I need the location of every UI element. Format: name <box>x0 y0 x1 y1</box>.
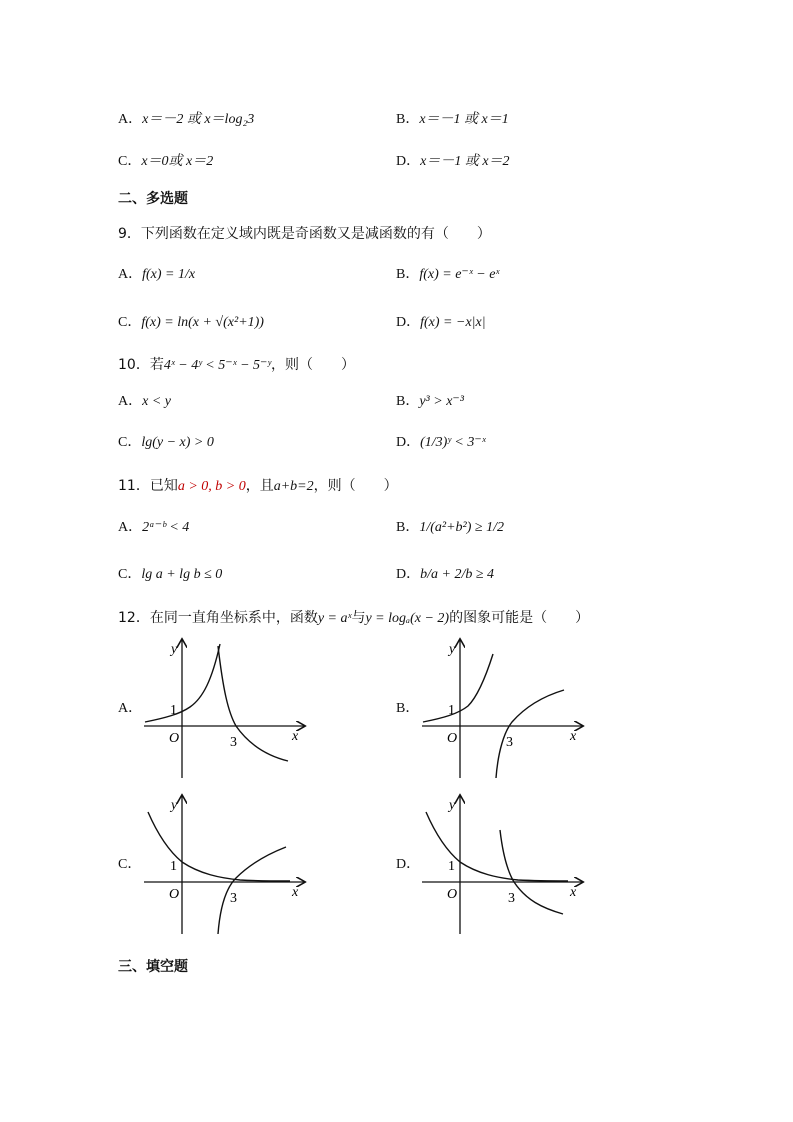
q11-option-d: D．b/a + 2/b ≥ 4 <box>396 567 495 582</box>
q10-option-d: D．(1/3)ʸ < 3⁻ˣ <box>396 435 486 450</box>
y-intercept-label: 1 <box>448 703 455 718</box>
q8-option-a: A．x＝－2 或 x＝log₂3 <box>118 112 255 127</box>
q8-option-c: C．x＝0或 x＝2 <box>118 154 214 169</box>
q9-option-c: C．f(x) = ln(x + √(x²+1)) <box>118 315 264 330</box>
q10-option-a: A．x < y <box>118 394 171 409</box>
exponential-curve <box>423 654 493 722</box>
q12-graph-b <box>418 634 588 782</box>
q10-option-c: C．lg(y − x) > 0 <box>118 435 214 450</box>
q11-stem: 11．已知a > 0, b > 0，且a+b=2，则（ ） <box>118 478 398 494</box>
x-axis-label: x <box>292 729 299 744</box>
q9-option-b: B．f(x) = e⁻ˣ − eˣ <box>396 267 500 282</box>
q11-option-c: C．lg a + lg b ≤ 0 <box>118 567 223 582</box>
q12-option-b-label: B． <box>396 701 420 716</box>
y-intercept-label: 1 <box>170 703 177 718</box>
q11-condition-highlight: a > 0, b > 0 <box>177 479 246 494</box>
x-axis-label: x <box>292 885 299 900</box>
y-axis-label: y <box>449 798 456 813</box>
q12-option-d-label: D． <box>396 857 421 872</box>
q12-graph-c <box>140 790 310 938</box>
origin-label: O <box>169 887 180 902</box>
y-axis-label: y <box>449 642 456 657</box>
section-heading-multiple-choice: 二、多选题 <box>118 191 188 207</box>
q11-option-b: B．1/(a²+b²) ≥ 1/2 <box>396 520 504 535</box>
section-heading-fill-in: 三、填空题 <box>118 959 188 975</box>
q12-option-a-label: A． <box>118 701 143 716</box>
q8-option-b: B．x＝－1 或 x＝1 <box>396 112 509 127</box>
q9-option-d: D．f(x) = −x|x| <box>396 315 486 330</box>
q9-option-a: A．f(x) = 1/x <box>118 267 196 282</box>
x-intercept-label: 3 <box>230 735 237 750</box>
q9-stem: 9．下列函数在定义域内既是奇函数又是减函数的有（ ） <box>118 226 491 242</box>
q12-option-c-label: C． <box>118 857 142 872</box>
y-axis-label: y <box>171 642 178 657</box>
q12-graph-d <box>418 790 588 938</box>
q12-graph-a <box>140 634 310 782</box>
x-intercept-label: 3 <box>506 735 513 750</box>
y-axis-label: y <box>171 798 178 813</box>
log-curve <box>218 847 286 934</box>
y-intercept-label: 1 <box>448 859 455 874</box>
q11-option-a: A．2ᵃ⁻ᵇ < 4 <box>118 520 190 535</box>
log-curve <box>496 690 564 778</box>
x-intercept-label: 3 <box>230 891 237 906</box>
origin-label: O <box>447 887 458 902</box>
q12-stem: 12．在同一直角坐标系中，函数y = aˣ与y = logₐ(x − 2)的图象可能是（ ） <box>118 610 590 626</box>
x-axis-label: x <box>570 885 577 900</box>
origin-label: O <box>447 731 458 746</box>
x-intercept-label: 3 <box>508 891 515 906</box>
q8-option-d: D．x＝－1 或 x＝2 <box>396 154 510 169</box>
log-curve <box>218 646 288 761</box>
q10-option-b: B．y³ > x⁻³ <box>396 394 465 409</box>
origin-label: O <box>169 731 180 746</box>
x-axis-label: x <box>570 729 577 744</box>
y-intercept-label: 1 <box>170 859 177 874</box>
q10-stem: 10．若4ˣ − 4ʸ < 5⁻ˣ − 5⁻ʸ，则（ ） <box>118 357 355 373</box>
